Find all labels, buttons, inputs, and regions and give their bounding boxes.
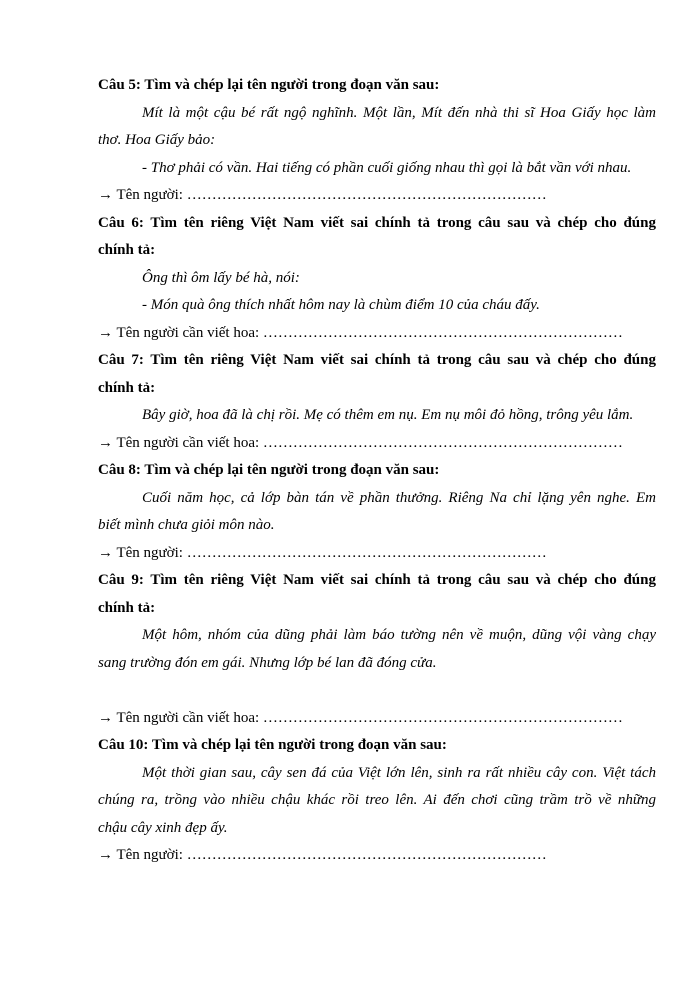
question-9-heading-cont: chính tả: — [98, 599, 156, 616]
question-10-heading: Câu 10: Tìm và chép lại tên người trong đoạn văn sau: — [98, 737, 447, 753]
question-6-heading-cont: chính tả: — [98, 242, 156, 258]
question-8-passage-line-2: biết mình chưa giỏi môn nào. — [98, 517, 275, 533]
question-10-answer-line[interactable]: → Tên người: ……………………………………………………………… — [98, 847, 547, 863]
question-10-passage-line-3: chậu cây xinh đẹp ấy. — [98, 819, 228, 836]
question-8-heading: Câu 8: Tìm và chép lại tên người trong đoạn văn sau: — [98, 462, 440, 478]
question-8-answer-line[interactable]: → Tên người: ……………………………………………………………… — [98, 544, 547, 561]
question-8-passage-line-1: Cuối năm học, cả lớp bàn tán về phần thưởng. Riêng Na chỉ lặng yên nghe. Em — [142, 489, 656, 506]
question-5-passage-line-2: thơ. Hoa Giấy bảo: — [98, 132, 216, 148]
question-7-answer-line[interactable]: → Tên người cần viết hoa: ……………………………………………………………… — [98, 434, 623, 451]
blank-spacer — [98, 677, 656, 705]
question-10-passage-line-2: chúng ra, trồng vào nhiều chậu khác rồi treo lên. Ai đến chơi cũng trầm trồ về những — [98, 792, 656, 808]
question-6-passage-line-2: - Món quà ông thích nhất hôm nay là chùm điểm 10 của cháu đấy. — [142, 297, 540, 313]
question-7-heading-cont: chính tả: — [98, 379, 156, 396]
question-7-heading: Câu 7: Tìm tên riêng Việt Nam viết sai chính tả trong câu sau và chép cho đúng — [98, 352, 656, 368]
question-10-passage-line-1: Một thời gian sau, cây sen đá của Việt lớn lên, sinh ra rất nhiều cây con. Việt tách — [142, 764, 656, 781]
question-6-answer-line[interactable]: → Tên người cần viết hoa: ……………………………………………………………… — [98, 324, 623, 341]
question-5-answer-line[interactable]: → Tên người: ……………………………………………………………… — [98, 187, 547, 203]
question-9-heading: Câu 9: Tìm tên riêng Việt Nam viết sai chính tả trong câu sau và chép cho đúng — [98, 572, 656, 588]
question-5-passage-line-1: Mít là một cậu bé rất ngộ nghĩnh. Một lần, Mít đến nhà thi sĩ Hoa Giấy học làm — [142, 104, 656, 121]
question-6-passage-line-1: Ông thì ôm lấy bé hà, nói: — [142, 269, 300, 286]
question-9-passage-line-2: sang trường đón em gái. Nhưng lớp bé lan đã đóng cửa. — [98, 654, 437, 671]
question-5-passage-line-3: - Thơ phải có vần. Hai tiếng có phần cuối giống nhau thì gọi là bắt vần với nhau. — [142, 159, 632, 176]
question-6-heading: Câu 6: Tìm tên riêng Việt Nam viết sai chính tả trong câu sau và chép cho đúng — [98, 214, 656, 231]
question-9-passage-line-1: Một hôm, nhóm của dũng phải làm báo tường nên về muộn, dũng vội vàng chạy — [142, 627, 656, 643]
question-7-passage-line-1: Bây giờ, hoa đã là chị rồi. Mẹ có thêm em nụ. Em nụ môi đỏ hồng, trông yêu lắm. — [142, 407, 634, 423]
question-9-answer-line[interactable]: → Tên người cần viết hoa: ……………………………………………………………… — [98, 709, 623, 726]
question-5-heading: Câu 5: Tìm và chép lại tên người trong đoạn văn sau: — [98, 77, 440, 93]
worksheet-page — [98, 72, 656, 870]
